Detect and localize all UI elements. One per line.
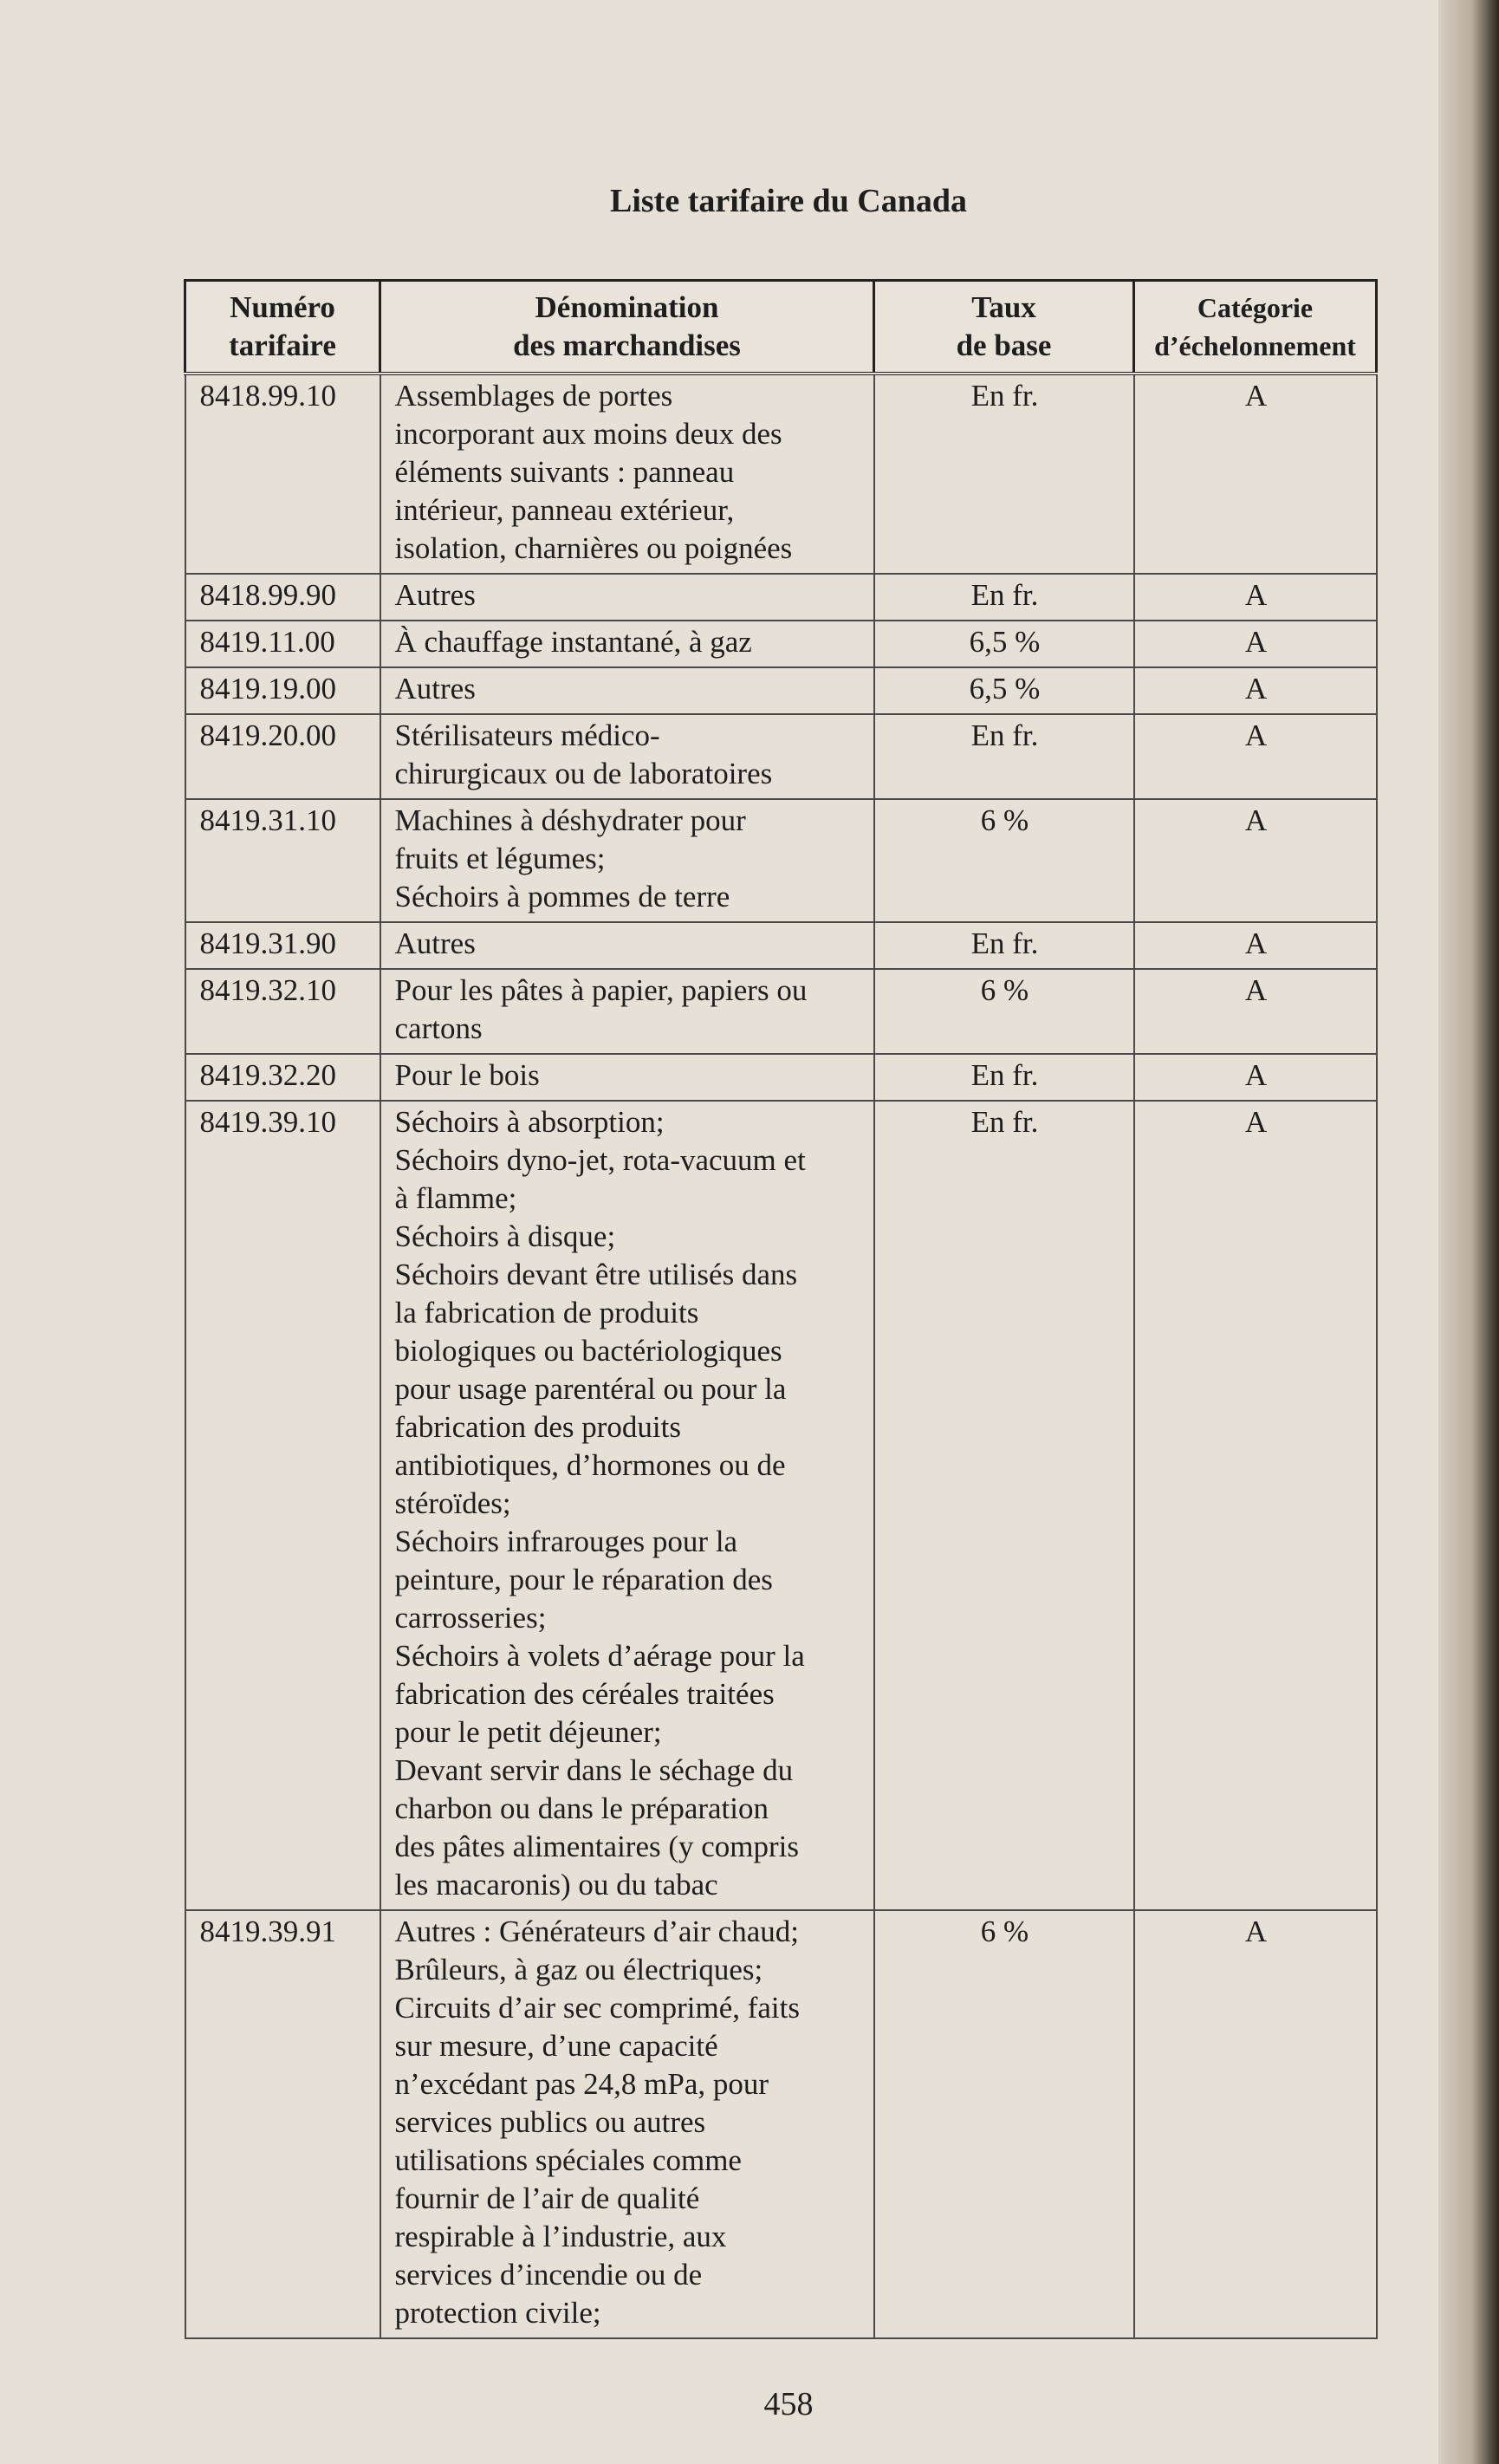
description-line: Autres — [394, 672, 476, 705]
description-line: fabrication des céréales traitées — [394, 1677, 775, 1711]
description-line: des pâtes alimentaires (y compris — [394, 1830, 800, 1863]
description-line: Autres : Générateurs d’air chaud; — [394, 1915, 799, 1948]
description-line: fruits et légumes; — [394, 842, 606, 875]
description-line: Autres — [394, 578, 476, 612]
description-line: biologiques ou bactériologiques — [394, 1334, 782, 1368]
description-line: Séchoirs à volets d’aérage pour la — [394, 1639, 805, 1673]
base-rate-cell: 6,5 % — [874, 621, 1134, 667]
tariff-number-cell: 8419.20.00 — [185, 714, 380, 799]
base-rate-cell: 6 % — [874, 799, 1134, 922]
table-row — [185, 1910, 1377, 2338]
description-line: utilisations spéciales comme — [394, 2143, 742, 2177]
description-line: Devant servir dans le séchage du — [394, 1753, 794, 1787]
base-rate-cell: 6 % — [874, 1910, 1134, 2338]
description-line: la fabrication de produits — [394, 1296, 699, 1330]
description-cell — [380, 714, 874, 799]
description-cell — [380, 667, 874, 714]
staging-category-cell: A — [1134, 969, 1377, 1054]
header-category: Catégorie d’échelonnement — [1134, 281, 1377, 374]
description-cell — [380, 1910, 874, 2338]
description-line: Séchoirs devant être utilisés dans — [394, 1258, 798, 1291]
description-line: Brûleurs, à gaz ou électriques; — [394, 1953, 763, 1986]
description-line: carrosseries; — [394, 1601, 547, 1635]
base-rate-cell: En fr. — [874, 1054, 1134, 1101]
base-rate-cell: En fr. — [874, 1101, 1134, 1910]
description-line: pour usage parentéral ou pour la — [394, 1372, 787, 1406]
table-row — [185, 714, 1377, 799]
description-line: Machines à déshydrater pour — [394, 803, 746, 837]
table-row — [185, 574, 1377, 621]
table-row — [185, 969, 1377, 1054]
description-cell — [380, 374, 874, 574]
table-row — [185, 922, 1377, 969]
description-cell — [380, 621, 874, 667]
staging-category-cell: A — [1134, 374, 1377, 574]
tariff-number-cell: 8419.11.00 — [185, 621, 380, 667]
description-line: À chauffage instantané, à gaz — [394, 625, 752, 659]
description-line: Séchoirs à pommes de terre — [394, 880, 730, 913]
description-line: Séchoirs infrarouges pour la — [394, 1525, 738, 1558]
staging-category-cell: A — [1134, 1101, 1377, 1910]
tariff-number-cell: 8419.32.10 — [185, 969, 380, 1054]
staging-category-cell: A — [1134, 574, 1377, 621]
page-edge-shadow — [1438, 0, 1499, 2464]
description-line: chirurgicaux ou de laboratoires — [394, 757, 773, 790]
description-line: charbon ou dans le préparation — [394, 1791, 769, 1825]
description-line: intérieur, panneau extérieur, — [394, 493, 735, 527]
base-rate-cell: En fr. — [874, 714, 1134, 799]
description-line: services d’incendie ou de — [394, 2258, 703, 2292]
description-line: antibiotiques, d’hormones ou de — [394, 1448, 786, 1482]
tariff-number-cell: 8418.99.10 — [185, 374, 380, 574]
description-line: stéroïdes; — [394, 1486, 511, 1520]
tariff-table-body — [185, 374, 1377, 2338]
description-line: services publics ou autres — [394, 2105, 706, 2139]
tariff-number-cell: 8419.39.10 — [185, 1101, 380, 1910]
description-line: Séchoirs dyno-jet, rota-vacuum et — [394, 1143, 806, 1177]
staging-category-cell: A — [1134, 714, 1377, 799]
tariff-number-cell: 8419.32.20 — [185, 1054, 380, 1101]
staging-category-cell: A — [1134, 1054, 1377, 1101]
header-number: Numéro tarifaire — [185, 281, 380, 374]
table-row — [185, 621, 1377, 667]
base-rate-cell: En fr. — [874, 574, 1134, 621]
description-line: isolation, charnières ou poignées — [394, 531, 793, 565]
page-title: Liste tarifaire du Canada — [609, 183, 968, 219]
description-line: cartons — [394, 1011, 483, 1045]
staging-category-cell: A — [1134, 799, 1377, 922]
table-row — [185, 1101, 1377, 1910]
page-number: 458 — [763, 2386, 814, 2422]
table-row — [185, 374, 1377, 574]
tariff-number-cell: 8419.19.00 — [185, 667, 380, 714]
description-line: Stérilisateurs médico- — [394, 718, 660, 752]
table-header-row — [185, 281, 1377, 374]
table-row — [185, 1054, 1377, 1101]
description-line: protection civile; — [394, 2296, 601, 2330]
tariff-number-cell: 8419.39.91 — [185, 1910, 380, 2338]
table-row — [185, 667, 1377, 714]
description-line: Pour le bois — [394, 1058, 540, 1092]
description-line: Assemblages de portes — [394, 379, 673, 413]
tariff-table — [184, 279, 1378, 2339]
description-line: fournir de l’air de qualité — [394, 2181, 700, 2215]
staging-category-cell: A — [1134, 621, 1377, 667]
description-cell — [380, 574, 874, 621]
staging-category-cell: A — [1134, 922, 1377, 969]
header-rate: Taux de base — [874, 281, 1134, 374]
description-line: respirable à l’industrie, aux — [394, 2220, 727, 2253]
tariff-number-cell: 8419.31.10 — [185, 799, 380, 922]
staging-category-cell: A — [1134, 667, 1377, 714]
description-line: fabrication des produits — [394, 1410, 681, 1444]
description-line: Pour les pâtes à papier, papiers ou — [394, 973, 808, 1007]
description-line: éléments suivants : panneau — [394, 455, 735, 489]
base-rate-cell: En fr. — [874, 374, 1134, 574]
description-cell — [380, 922, 874, 969]
base-rate-cell: 6 % — [874, 969, 1134, 1054]
description-line: Séchoirs à disque; — [394, 1219, 616, 1253]
description-line: les macaronis) ou du tabac — [394, 1868, 718, 1902]
description-line: pour le petit déjeuner; — [394, 1715, 662, 1749]
description-line: sur mesure, d’une capacité — [394, 2029, 718, 2063]
header-description: Dénomination des marchandises — [380, 281, 874, 374]
description-line: peinture, pour le réparation des — [394, 1563, 773, 1596]
base-rate-cell: En fr. — [874, 922, 1134, 969]
description-line: Circuits d’air sec comprimé, faits — [394, 1991, 800, 2025]
description-line: Autres — [394, 926, 476, 960]
description-line: Séchoirs à absorption; — [394, 1105, 665, 1139]
tariff-number-cell: 8418.99.90 — [185, 574, 380, 621]
staging-category-cell: A — [1134, 1910, 1377, 2338]
description-line: n’excédant pas 24,8 mPa, pour — [394, 2067, 769, 2101]
description-cell — [380, 1054, 874, 1101]
description-line: à flamme; — [394, 1181, 517, 1215]
description-line: incorporant aux moins deux des — [394, 417, 782, 451]
description-cell — [380, 969, 874, 1054]
tariff-number-cell: 8419.31.90 — [185, 922, 380, 969]
table-row — [185, 799, 1377, 922]
base-rate-cell: 6,5 % — [874, 667, 1134, 714]
description-cell — [380, 799, 874, 922]
description-cell — [380, 1101, 874, 1910]
